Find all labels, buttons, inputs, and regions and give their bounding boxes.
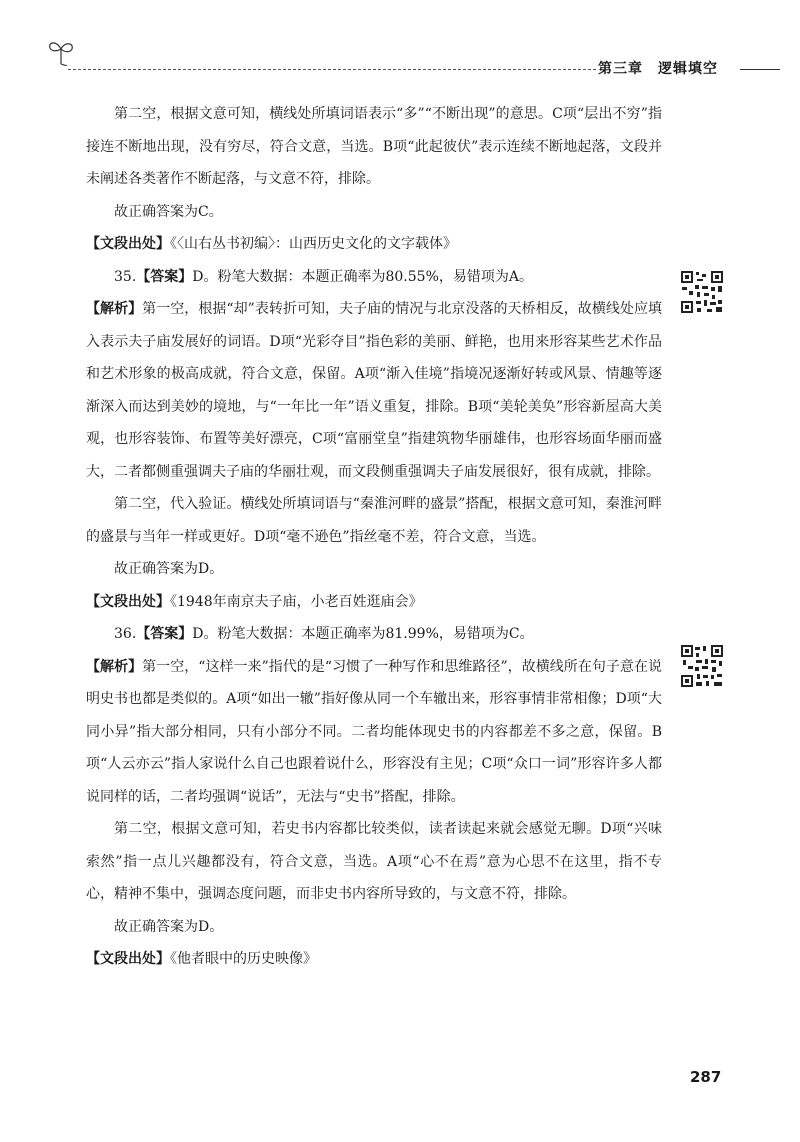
question-number: 36. [114, 626, 137, 642]
answer-line [86, 261, 662, 294]
source-text: 《他者眼中的历史映像》 [170, 951, 317, 967]
analysis-text: 第一空，“这样一来”指代的是“习惯了一种写作和思维路径”，故横线所在句子意在说明史书也都是类似的。A项“如出一辙”指好像从同一个车辙出来，形容事情非常相像；D项“大同小异”指大部分相同，只有小部分不同。二者均能体现史书的内容都差不多之意，保留。B项“人云亦云”指人家说什么自己也跟着说什么，形容没有主见；C项“众口一词”形容许多人都说同样的话，二者均强调“说话”，无法与“史书”搭配，排除。 [86, 658, 662, 805]
answer-text: D。粉笔大数据：本题正确率为81.99%，易错项为C。 [192, 626, 534, 642]
answer-tag: 【答案】 [136, 268, 193, 285]
qr-code-icon[interactable] [680, 644, 724, 688]
analysis-paragraph [86, 293, 662, 488]
qr-code-icon-graphic [680, 644, 724, 688]
analysis-tag: 【解析】 [86, 658, 143, 675]
source-line [86, 228, 662, 261]
page-body [86, 98, 662, 976]
paragraph: 第二空，代入验证。横线处所填词语与“秦淮河畔的盛景”搭配，根据文意可知，秦淮河畔的盛景与当年一样或更好。D项“毫不逊色”指丝毫不差，符合文意，当选。 [86, 496, 662, 545]
source-line [86, 943, 662, 976]
source-tag: 【文段出处】 [86, 951, 170, 967]
analysis-text: 第一空，根据“却”表转折可知，夫子庙的情况与北京没落的天桥相反，故横线处应填入表示夫子庙发展好的词语。D项“光彩夺目”指色彩的美丽、鲜艳，也用来形容某些艺术作品和艺术形象的极高成就，符合文意，保留。A项“渐入佳境”指境况逐渐好转或风景、情趣等逐渐深入而达到美妙的境地，与“一年比一年”语义重复，排除。B项“美轮美奂”形容新屋高大美观，也形容装饰、布置等美好漂亮，C项“富丽堂皇”指建筑物华丽雄伟，也形容场面华丽而盛大，二者都侧重强调夫子庙的华丽壮观，而文段侧重强调夫子庙发展很好，很有成就，排除。 [86, 301, 663, 480]
qr-code-icon-graphic [680, 270, 724, 314]
paragraph: 第二空，根据文意可知，横线处所填词语表示“多”“不断出现”的意思。C项“层出不穷”指接连不断地出现，没有穷尽，符合文意，当选。B项“此起彼伏”表示连续不断地起落，文段并未阐述各类著作不断起落，与文意不符，排除。 [86, 106, 662, 187]
source-line [86, 586, 662, 619]
question-number: 35. [114, 268, 137, 285]
chapter-title: 第三章 逻辑填空 [598, 61, 718, 77]
answer-text: D。粉笔大数据：本题正确率为80.55%，易错项为A。 [192, 268, 533, 285]
source-tag: 【文段出处】 [86, 236, 170, 252]
analysis-paragraph [86, 651, 662, 814]
header-rule-solid [740, 69, 780, 70]
analysis-tag: 【解析】 [86, 301, 143, 317]
paragraph: 故正确答案为D。 [114, 918, 224, 935]
answer-tag: 【答案】 [136, 626, 193, 642]
paragraph: 故正确答案为C。 [114, 203, 223, 220]
answer-line [86, 618, 662, 651]
header-rule-dashed [68, 69, 596, 70]
page-number: 287 [690, 1068, 722, 1086]
source-tag: 【文段出处】 [86, 593, 170, 610]
page-header [0, 0, 800, 95]
source-text: 《1948年南京夫子庙，小老百姓逛庙会》 [170, 593, 423, 610]
source-text: 《〈山右丛书初编〉：山西历史文化的文字载体》 [170, 236, 457, 252]
qr-code-icon[interactable] [680, 270, 724, 314]
paragraph: 第二空，根据文意可知，若史书内容都比较类似，读者读起来就会感觉无聊。D项“兴味索然”指一点儿兴趣都没有，符合文意，当选。A项“心不在焉”意为心思不在这里，指不专心，精神不集中，强调态度问题，而非史书内容所导致的，与文意不符，排除。 [86, 821, 662, 902]
paragraph: 故正确答案为D。 [114, 561, 224, 577]
sprout-icon [46, 36, 76, 66]
